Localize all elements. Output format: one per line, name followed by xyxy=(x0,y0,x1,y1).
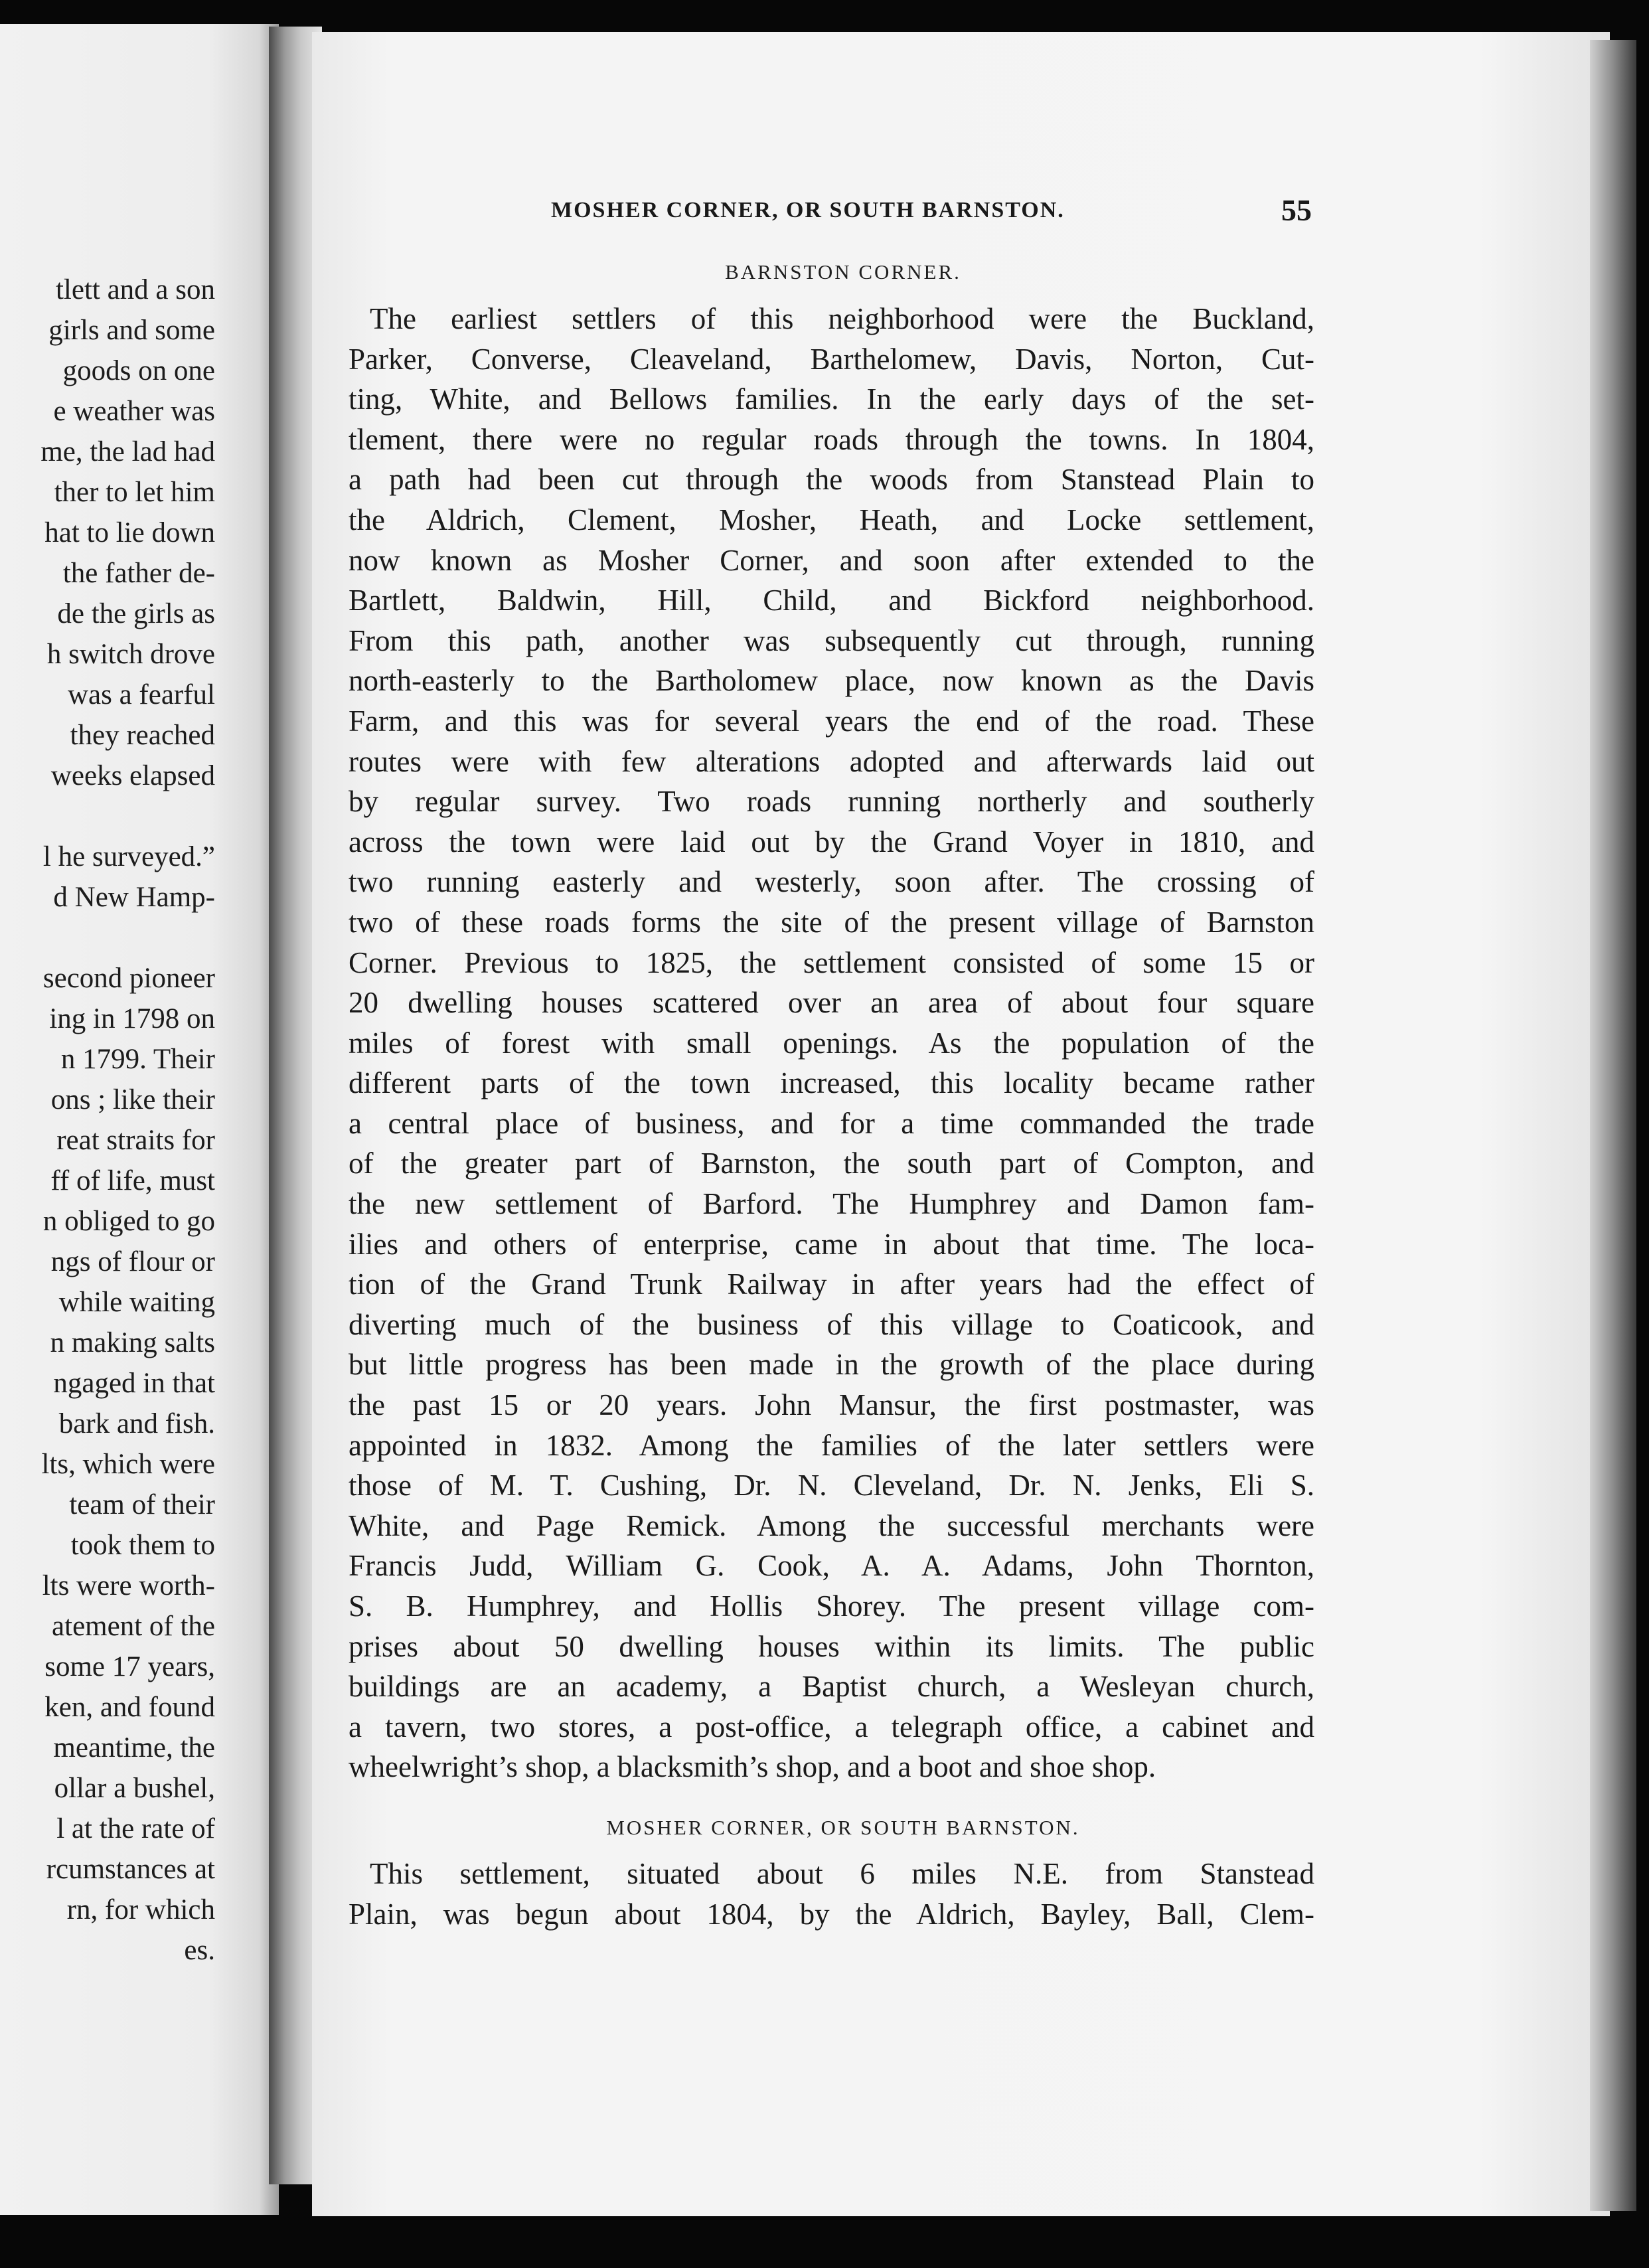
left-page-line: ff of life, must xyxy=(50,1165,215,1196)
left-page-line: was a fearful xyxy=(67,679,215,710)
text-line: two of these roads forms the site of the present village of Barnston xyxy=(349,905,1314,939)
text-line: Bartlett, Baldwin, Hill, Child, and Bickford neighborhood. xyxy=(349,584,1314,617)
text-line: Farm, and this was for several years the end of the road. These xyxy=(349,704,1314,738)
section-heading-mosher-corner: MOSHER CORNER, OR SOUTH BARNSTON. xyxy=(606,1816,1080,1839)
left-page-line: de the girls as xyxy=(57,598,215,629)
text-line: now known as Mosher Corner, and soon after extended to the xyxy=(349,543,1314,577)
text-line: tlement, there were no regular roads through the towns. In 1804, xyxy=(349,422,1314,456)
left-page-line: while waiting xyxy=(58,1287,215,1318)
text-line: routes were with few alterations adopted and afterwards laid out xyxy=(349,744,1314,778)
left-page-line: d New Hamp- xyxy=(53,882,215,913)
left-page-line: tlett and a son xyxy=(55,274,215,305)
left-page-line: lts were worth- xyxy=(42,1570,215,1601)
text-line: the past 15 or 20 years. John Mansur, the first postmaster, was xyxy=(349,1388,1314,1422)
left-page-line: second pioneer xyxy=(42,963,215,994)
text-line: Corner. Previous to 1825, the settlement consisted of some 15 or xyxy=(349,945,1314,979)
text-line: Plain, was begun about 1804, by the Aldrich, Bayley, Ball, Clem- xyxy=(349,1897,1314,1931)
left-page-line: l he surveyed.” xyxy=(42,841,215,872)
text-line: by regular survey. Two roads running northerly and southerly xyxy=(349,785,1314,819)
text-line: Francis Judd, William G. Cook, A. A. Adams, John Thornton, xyxy=(349,1549,1314,1583)
text-line: a central place of business, and for a time commanded the trade xyxy=(349,1106,1314,1140)
text-line: miles of forest with small openings. As the population of the xyxy=(349,1026,1314,1060)
text-line: north-easterly to the Bartholomew place, now known as the Davis xyxy=(349,664,1314,698)
left-page-line: e weather was xyxy=(53,396,215,427)
page-edge xyxy=(1590,40,1636,2211)
text-line: the Aldrich, Clement, Mosher, Heath, and Locke settlement, xyxy=(349,503,1314,536)
text-line: tion of the Grand Trunk Railway in after years had the effect of xyxy=(349,1267,1314,1301)
text-line: of the greater part of Barnston, the south part of Compton, and xyxy=(349,1147,1314,1180)
text-line: ilies and others of enterprise, came in about that time. The loca- xyxy=(349,1227,1314,1261)
page-number: 55 xyxy=(1281,193,1312,227)
text-line: a tavern, two stores, a post-office, a telegraph office, a cabinet and xyxy=(349,1710,1314,1743)
left-page-line: rn, for which xyxy=(66,1894,215,1925)
left-page-line: es. xyxy=(184,1935,215,1966)
left-page-line: ngaged in that xyxy=(53,1368,215,1399)
left-page-line: they reached xyxy=(70,720,215,751)
text-line: wheelwright’s shop, a blacksmith’s shop, and a boot and shoe shop. xyxy=(349,1750,1156,1784)
left-page-line: the father de- xyxy=(62,558,215,589)
left-page-line: rcumstances at xyxy=(46,1854,215,1885)
text-line: S. B. Humphrey, and Hollis Shorey. The present village com- xyxy=(349,1589,1314,1623)
left-page-line: ons ; like their xyxy=(50,1084,215,1115)
text-line: Parker, Converse, Cleaveland, Barthelomew, Davis, Norton, Cut- xyxy=(349,342,1314,376)
text-line: different parts of the town increased, this locality became rather xyxy=(349,1066,1314,1100)
left-page-line xyxy=(0,796,215,837)
left-page-line: some 17 years, xyxy=(44,1651,215,1682)
left-page-line: h switch drove xyxy=(46,639,215,670)
left-page-line: ollar a bushel, xyxy=(54,1773,215,1804)
text-line: ting, White, and Bellows families. In the early days of the set- xyxy=(349,382,1314,416)
left-page-line: team of their xyxy=(69,1489,215,1520)
left-page xyxy=(0,24,279,2215)
text-line: diverting much of the business of this village to Coaticook, and xyxy=(349,1307,1314,1341)
left-page-line: ngs of flour or xyxy=(50,1246,215,1277)
left-page-line: n 1799. Their xyxy=(60,1044,215,1075)
left-page-line: n making salts xyxy=(50,1327,215,1358)
section-body-barnston-corner xyxy=(349,299,1314,1787)
left-page-text xyxy=(0,270,215,1971)
text-line: From this path, another was subsequently cut through, running xyxy=(349,623,1314,657)
left-page-line: ther to let him xyxy=(54,477,215,508)
text-line: appointed in 1832. Among the families of the later settlers were xyxy=(349,1428,1314,1462)
text-line: the new settlement of Barford. The Humphrey and Damon fam- xyxy=(349,1187,1314,1221)
text-line: The earliest settlers of this neighborhood were the Buckland, xyxy=(370,302,1314,335)
left-page-line: l at the rate of xyxy=(56,1813,215,1844)
left-page-line: ken, and found xyxy=(44,1692,215,1723)
left-page-line: ing in 1798 on xyxy=(49,1003,215,1034)
left-page-line: took them to xyxy=(70,1530,215,1561)
text-line: This settlement, situated about 6 miles N.E. from Stanstead xyxy=(370,1857,1314,1890)
left-page-line: meantime, the xyxy=(53,1732,215,1763)
running-head: MOSHER CORNER, OR SOUTH BARNSTON. xyxy=(551,198,1065,222)
left-page-line: n obliged to go xyxy=(42,1206,215,1237)
section-body-mosher-corner xyxy=(349,1854,1314,1934)
text-line: those of M. T. Cushing, Dr. N. Cleveland, Dr. N. Jenks, Eli S. xyxy=(349,1469,1314,1502)
left-page-line: reat straits for xyxy=(56,1125,215,1156)
section-heading-barnston-corner: BARNSTON CORNER. xyxy=(725,260,961,284)
left-page-line: bark and fish. xyxy=(58,1408,215,1439)
left-page-line: girls and some xyxy=(48,315,215,346)
left-page-line: weeks elapsed xyxy=(50,760,215,791)
left-page-line: hat to lie down xyxy=(44,517,215,548)
left-page-line: goods on one xyxy=(62,355,215,386)
left-page-line: lts, which were xyxy=(41,1449,215,1480)
text-line: prises about 50 dwelling houses within its limits. The public xyxy=(349,1629,1314,1663)
text-line: White, and Page Remick. Among the successful merchants were xyxy=(349,1508,1314,1542)
left-page-line xyxy=(0,918,215,958)
text-line: buildings are an academy, a Baptist church, a Wesleyan church, xyxy=(349,1670,1314,1704)
text-line: 20 dwelling houses scattered over an area of about four square xyxy=(349,986,1314,1020)
left-page-line: atement of the xyxy=(52,1611,215,1642)
text-line: a path had been cut through the woods from Stanstead Plain to xyxy=(349,463,1314,497)
text-line: but little progress has been made in the growth of the place during xyxy=(349,1348,1314,1382)
text-line: across the town were laid out by the Grand Voyer in 1810, and xyxy=(349,825,1314,858)
left-page-line: me, the lad had xyxy=(40,436,215,467)
text-line: two running easterly and westerly, soon after. The crossing of xyxy=(349,865,1314,899)
